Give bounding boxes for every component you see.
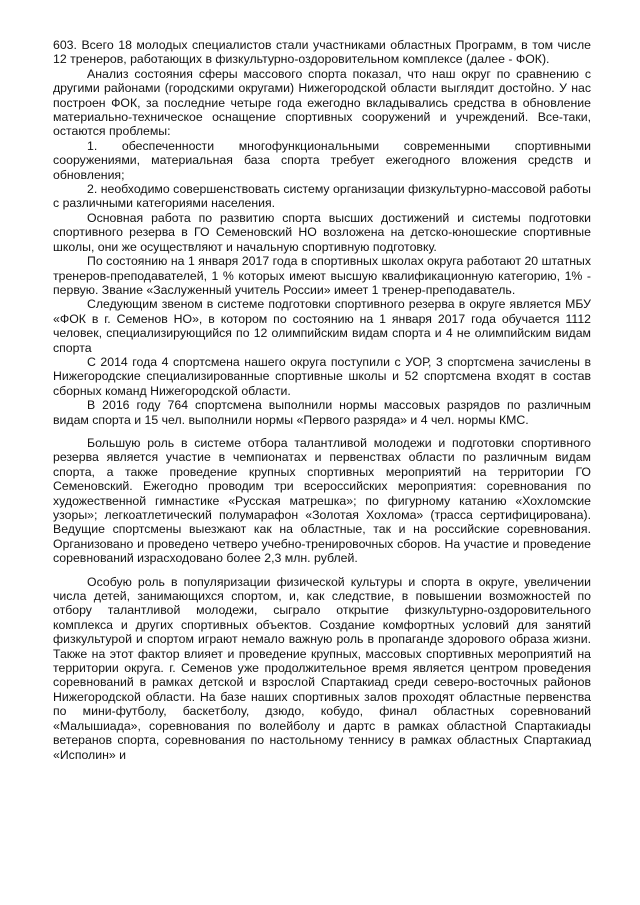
- paragraph-gap: [53, 427, 591, 436]
- paragraph-gap: [53, 566, 591, 575]
- paragraph-specialists: 603. Всего 18 молодых специалистов стали участниками областных Программ, в том числе 12 тренеров, работающих в физкультурно-оздоровительном комплексе (далее - ФОК).: [53, 38, 591, 67]
- paragraph-coaches: По состоянию на 1 января 2017 года в спортивных школах округа работают 20 штатных тренеров-преподавателей, 1 % которых имеют высшую квалификационную категорию, 1% - первую. Звание «Заслуженный учитель России» имеет 1 тренер-преподаватель.: [53, 254, 591, 297]
- paragraph-fok: Следующим звеном в системе подготовки спортивного резерва в округе является МБУ «ФОК в г. Семенов НО», в котором по состоянию на 1 января 2017 года обучается 1112 человек, специализирующийся по 12 олимпийским видам спорта и 4 не олимпийским видам спорта: [53, 297, 591, 355]
- paragraph-championships: Большую роль в системе отбора талантливой молодежи и подготовки спортивного резерва является участие в чемпионатах и первенствах области по различным видам спорта, а также проведение крупных спортивных мероприятий на территории ГО Семеновский. Ежегодно проводим три всероссийских мероприятия: соревнования по художественной гимнастике «Русская матрешка»; по фигурному катанию «Хохломские узоры»; легкоатлетический полумарафон «Золотая Хохлома» (трасса сертифицирована). Ведущие спортсмены выезжают как на областные, так и на российские соревнования. Организовано и проведено четверо учебно-тренировочных сборов. На участие и проведение соревнований израсходовано более 2,3 млн. рублей.: [53, 435, 591, 566]
- paragraph-problem-1: 1. обеспеченности многофункциональными современными спортивными сооружениями, материальная база спорта требует ежегодного вложения средств и обновления;: [53, 138, 591, 182]
- paragraph-problem-2: 2. необходимо совершенствовать систему организации физкультурно-массовой работы с различными категориями населения.: [53, 182, 591, 211]
- paragraph-popularization: Особую роль в популяризации физической культуры и спорта в округе, увеличении числа детей, занимающихся спортом, и, как следствие, в повышении возможностей по отбору талантливой молодежи, сыграло открытие физкультурно-оздоровительного комплекса и других спортивных объектов. Создание комфортных условий для занятий физкультурой и спортом играют немало важную роль в пропаганде здорового образа жизни. Также на этот фактор влияет и проведение крупных, массовых спортивных мероприятий на территории округа. г. Семенов уже продолжительное время является центром проведения соревнований в рамках детской и взрослой Спартакиад среди северо-восточных районов Нижегородской области. На базе наших спортивных залов проходят областные первенства по мини-футболу, баскетболу, дзюдо, кобудо, финал областных соревнований «Малышиада», соревнования по волейболу и дартс в рамках областной Спартакиады ветеранов спорта, соревнования по настольному теннису в рамках областных Спартакиад «Исполин» и: [53, 574, 591, 762]
- paragraph-high-achievement: Основная работа по развитию спорта высших достижений и системы подготовки спортивного резерва в ГО Семеновский НО возложена на детско-юношеские спортивные школы, они же осуществляют и начальную спортивную подготовку.: [53, 210, 591, 254]
- paragraph-mass-sport-analysis: Анализ состояния сферы массового спорта показал, что наш округ по сравнению с другими районами (городскими округами) Нижегородской области выглядит достойно. У нас построен ФОК, за последние четыре года ежегодно вкладывались средства в обновление материально-техническое оснащение спортивных сооружений и учреждений. Все-таки, остаются проблемы:: [53, 66, 591, 139]
- paragraph-ranks-2016: В 2016 году 764 спортсмена выполнили нормы массовых разрядов по различным видам спорта и 15 чел. выполнили нормы «Первого разряда» и 4 чел. нормы КМС.: [53, 398, 591, 427]
- paragraph-athletes-uor: С 2014 года 4 спортсмена нашего округа поступили с УОР, 3 спортсмена зачислены в Нижегородские специализированные спортивные школы и 52 спортсмена входят в состав сборных команд Нижегородской области.: [53, 354, 591, 398]
